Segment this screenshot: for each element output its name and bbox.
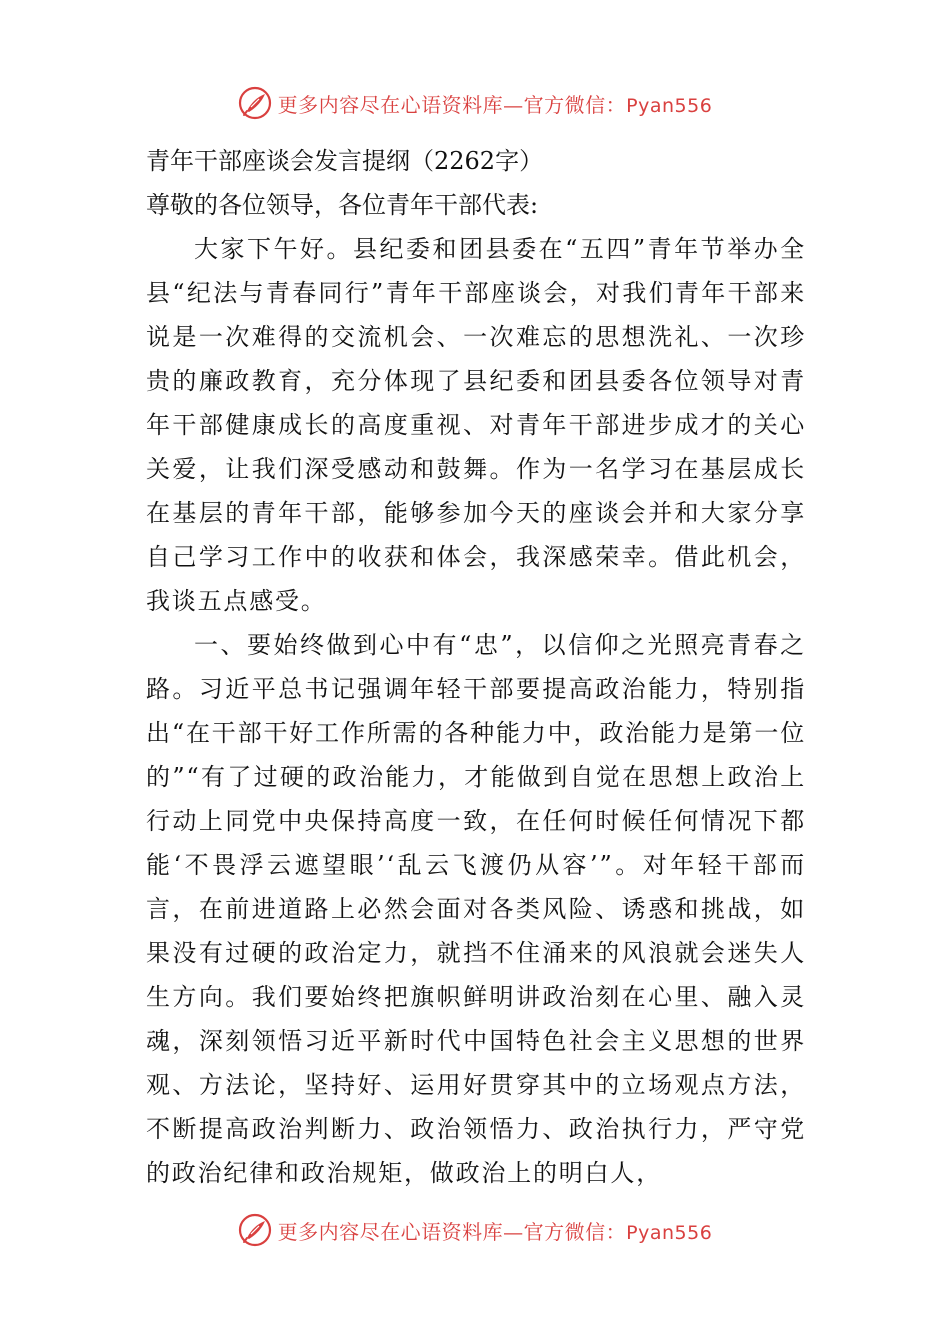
banner-text	[278, 1216, 713, 1245]
pen-leaf-logo-icon	[238, 1213, 272, 1247]
document-title: 青年干部座谈会发言提纲（2262字）	[146, 147, 544, 175]
header-watermark-banner	[0, 83, 950, 123]
banner-wechat-label: 官方微信：	[523, 92, 627, 117]
document-body	[146, 139, 806, 1195]
banner-wechat-id: Pyan556	[626, 94, 713, 117]
banner-separator: —	[503, 92, 524, 117]
document-greeting: 尊敬的各位领导，各位青年干部代表:	[146, 191, 539, 219]
footer-watermark-banner	[0, 1210, 950, 1250]
banner-brand: 更多内容尽在心语资料库	[277, 1219, 504, 1244]
paragraph-point-one: 一、要始终做到心中有“忠”，以信仰之光照亮青春之路。习近平总书记强调年轻干部要提高政治能力，特别指出“在干部干好工作所需的各种能力中，政治能力是第一位的”“有了过硬的政治能力，才能做到自觉在思想上政治上行动上同党中央保持高度一致，在任何时候任何情况下都能‘不畏浮云遮望眼’‘乱云飞渡仍从容’”。对年轻干部而言，在前进道路上必然会面对各类风险、诱惑和挑战，如果没有过硬的政治定力，就挡不住涌来的风浪就会迷失人生方向。我们要始终把旗帜鲜明讲政治刻在心里、融入灵魂，深刻领悟习近平新时代中国特色社会主义思想的世界观、方法论，坚持好、运用好贯穿其中的立场观点方法，不断提高政治判断力、政治领悟力、政治执行力，严守党的政治纪律和政治规矩，做政治上的明白人，	[146, 631, 806, 1187]
banner-wechat-id: Pyan556	[626, 1221, 713, 1244]
banner-brand: 更多内容尽在心语资料库	[277, 92, 504, 117]
banner-text	[278, 89, 713, 118]
pen-leaf-logo-icon	[238, 86, 272, 120]
banner-separator: —	[503, 1219, 524, 1244]
banner-wechat-label: 官方微信：	[523, 1219, 627, 1244]
paragraph-intro: 大家下午好。县纪委和团县委在“五四”青年节举办全县“纪法与青春同行”青年干部座谈会，对我们青年干部来说是一次难得的交流机会、一次难忘的思想洗礼、一次珍贵的廉政教育，充分体现了县纪委和团县委各位领导对青年干部健康成长的高度重视、对青年干部进步成才的关心关爱，让我们深受感动和鼓舞。作为一名学习在基层成长在基层的青年干部，能够参加今天的座谈会并和大家分享自己学习工作中的收获和体会，我深感荣幸。借此机会，我谈五点感受。	[146, 235, 806, 615]
